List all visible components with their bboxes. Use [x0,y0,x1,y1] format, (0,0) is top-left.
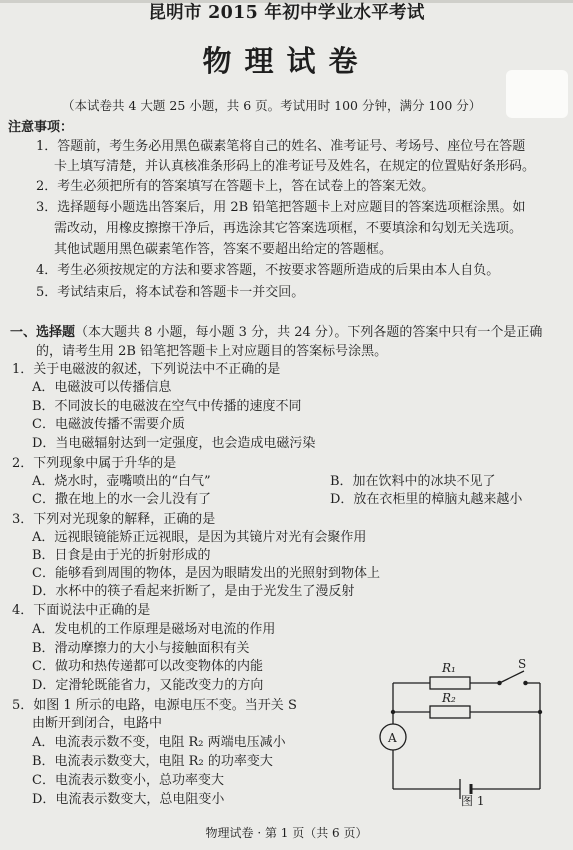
figure-1-circuit [378,655,548,815]
q2-row-2 [32,492,523,508]
switch-contact [524,681,527,684]
q1-option-d: D．当电磁辐射达到一定强度，也会造成电磁污染 [32,436,316,451]
q5-option-c: C．电流表示数变小，总功率变大 [32,773,224,788]
q5-stem-line-1: 5．如图 1 所示的电路，电源电压不变。当开关 S [12,698,297,713]
q5-stem-line-2: 由断开到闭合，电路中 [32,716,163,731]
q2-option-b: B．加在饮料中的冰块不见了 [330,474,496,489]
resistor-r2 [430,706,470,718]
q4-option-d: D．定滑轮既能省力，又能改变力的方向 [32,678,264,693]
q2-option-d: D．放在衣柜里的樟脑丸越来越小 [330,492,523,507]
q1-option-b: B．不同波长的电磁波在空气中传播的速度不同 [32,399,302,414]
q5-option-b: B．电流表示数变大，电阻 R₂ 的功率变大 [32,754,273,769]
resistor-r1 [430,677,470,689]
q1-option-c: C．电磁波传播不需要介质 [32,417,185,432]
exam-title: 昆明市 2015 年初中学业水平考试 [148,3,425,23]
q4-stem: 4．下面说法中正确的是 [12,603,151,618]
note-item-4: 4．考生必须按规定的方法和要求答题，不按要求答题所造成的后果由本人自负。 [36,263,500,278]
ammeter-label: A [388,731,397,745]
q5-option-a: A．电流表示数不变，电阻 R₂ 两端电压减小 [32,735,286,750]
exam-info: （本试卷共 4 大题 25 小题，共 6 页。考试用时 100 分钟，满分 100 分） [62,98,482,113]
q4-option-a: A．发电机的工作原理是磁场对电流的作用 [32,622,276,637]
note-item-1-line-2: 卡上填写清楚，并认真核准条形码上的准考证号及姓名，在规定的位置贴好条形码。 [54,159,536,174]
q1-option-a: A．电磁波可以传播信息 [32,380,172,395]
section1-intro-line-2: 的，请考生用 2B 铅笔把答题卡上对应题目的答案标号涂黑。 [36,344,388,359]
subject-title: 物理试卷 [202,44,371,78]
q3-option-d: D．水杯中的筷子看起来折断了，是由于光发生了漫反射 [32,584,355,599]
q3-option-c: C．能够看到周围的物体，是因为眼睛发出的光照射到物体上 [32,566,380,581]
q3-stem: 3．下列对光现象的解释，正确的是 [12,512,216,527]
q2-option-a: A．烧水时，壶嘴喷出的“白气” [32,474,211,489]
section1-intro-line-1 [10,325,542,341]
note-item-1-line-1: 1．答题前，考生务必用黑色碳素笔将自己的姓名、准考证号、考场号、座位号在答题 [36,139,526,154]
figure-1-caption: 图 1 [461,794,485,808]
section1-title: 一、选择题 [10,325,76,340]
q3-option-a: A．远视眼镜能矫正远视眼，是因为其镜片对光有会聚作用 [32,530,367,545]
junction-right [538,710,542,714]
r1-label: R₁ [442,661,456,675]
note-item-3-line-2: 需改动，用橡皮擦擦干净后，再选涂其它答案选项框，不要填涂和勾划无关选项。 [54,221,523,236]
q4-option-b: B．滑动摩擦力的大小与接触面积有关 [32,641,250,656]
junction-left [391,710,395,714]
q4-option-c: C．做功和热传递都可以改变物体的内能 [32,659,263,674]
q1-stem: 1．关于电磁波的叙述，下列说法中不正确的是 [12,362,281,377]
note-item-3-line-3: 其他试题用黑色碳素笔作答，答案不要超出给定的答题框。 [54,242,393,257]
note-item-5: 5．考试结束后，将本试卷和答题卡一并交回。 [36,285,305,300]
q5-option-d: D．电流表示数变大，总电阻变小 [32,792,225,807]
switch-s [500,671,525,683]
section1-intro: （本大题共 8 小题，每小题 3 分，共 24 分）。下列各题的答案中只有一个是正确 [75,325,543,340]
q2-stem: 2．下列现象中属于升华的是 [12,456,177,471]
page-footer: 物理试卷 · 第 1 页（共 6 页） [205,826,368,840]
q3-option-b: B．日食是由于光的折射形成的 [32,548,211,563]
r2-label: R₂ [442,691,456,705]
note-item-3-line-1: 3．选择题每小题选出答案后，用 2B 铅笔把答题卡上对应题目的答案选项框涂黑。如 [36,200,526,215]
q2-option-c: C．撒在地上的水一会儿没有了 [32,492,211,507]
notes-heading: 注意事项： [8,120,74,135]
q2-row-1 [32,474,496,490]
note-item-2: 2．考生必须把所有的答案填写在答题卡上，答在试卷上的答案无效。 [36,179,435,194]
switch-label: S [518,657,527,671]
